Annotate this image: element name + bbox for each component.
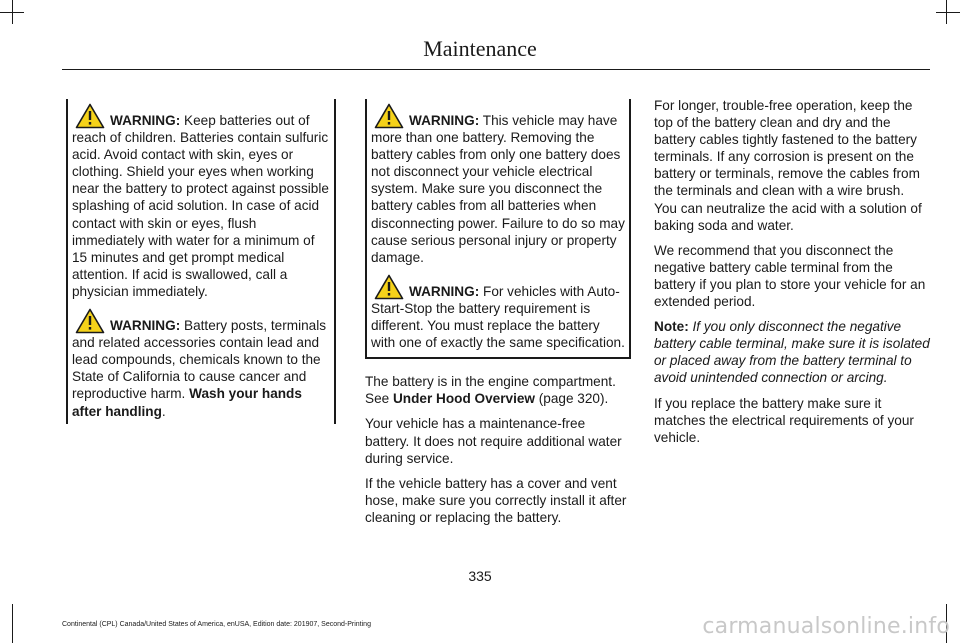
note-paragraph — [654, 318, 930, 386]
middle-column — [365, 99, 631, 534]
under-hood-overview-link[interactable]: Under Hood Overview — [392, 391, 535, 407]
warning-box-1 — [66, 99, 336, 424]
crop-mark-top-right — [936, 12, 960, 13]
note-text: If you only disconnect the negative battery cable terminal, make sure it is isolated or placed away from the battery terminal to avoid unintended connection or arcing. — [654, 319, 930, 386]
right-paragraph-3: If you replace the battery make sure it matches the electrical requirements of your vehicle. — [654, 395, 914, 445]
warning-4-text: For vehicles with Auto-Start-Stop the battery requirement is different. You must replace the battery with one of exactly the same specification. — [371, 283, 625, 351]
warning-label: WARNING: — [110, 113, 181, 128]
warning-triangle-icon — [75, 308, 105, 334]
warning-box-2 — [365, 99, 631, 359]
middle-p1-page-ref: (page 320). — [538, 391, 609, 407]
page-number: 335 — [468, 568, 492, 584]
right-column — [654, 97, 930, 454]
left-column — [66, 99, 336, 424]
warning-triangle-icon — [374, 274, 404, 300]
middle-paragraph-1 — [365, 373, 631, 407]
middle-paragraph-2: Your vehicle has a maintenance-free battery. It does not require additional water during service. — [365, 416, 622, 466]
right-paragraph-2: We recommend that you disconnect the negative battery cable terminal from the battery if you plan to store your vehicle for an extended period. — [654, 242, 926, 310]
middle-paragraph-3: If the vehicle battery has a cover and vent hose, make sure you correctly install it after cleaning or replacing the battery. — [365, 475, 627, 525]
crop-mark-bottom-left-v — [12, 604, 13, 643]
watermark: carmanualsonline.info — [702, 614, 950, 639]
warning-triangle-icon — [75, 103, 105, 129]
warning-label: WARNING: — [409, 283, 480, 299]
warning-1 — [72, 103, 330, 300]
warning-4 — [371, 274, 625, 351]
middle-p1-text: The battery is in the engine compartment. See — [365, 374, 616, 407]
warning-3 — [371, 103, 625, 266]
warning-2-text: Battery posts, terminals and related accessories contain lead and lead compounds, chemicals known to the State of California to cause cancer and reproductive harm. — [72, 318, 327, 402]
warning-triangle-icon — [374, 103, 404, 129]
warning-2 — [72, 308, 330, 420]
footer-edition: Continental (CPL) Canada/United States of America, enUSA, Edition date: 201907, Second-Printing — [62, 621, 371, 628]
warning-1-text: Keep batteries out of reach of children. Batteries contain sulfuric acid. Avoid contact with skin, eyes or clothing. Shield your eyes when working near the battery to protect against possible splashing of acid solution. In case of acid contact with skin or eyes, flush immediately with water for a minimum of 15 minutes and get prompt medical attention. If acid is swallowed, call a physician immediately. — [72, 113, 329, 299]
warning-3-text: This vehicle may have more than one battery. Removing the battery cables from only one battery does not disconnect your vehicle electrical system. Make sure you disconnect the battery cables from all batteries when disconnecting power. Failure to do so may cause serious personal injury or property damage. — [371, 113, 625, 265]
page-title: Maintenance — [423, 36, 537, 61]
header-rule — [62, 69, 930, 70]
note-label: Note: — [654, 319, 689, 335]
warning-2-end: . — [161, 403, 166, 419]
warning-2-bold-text: Wash your hands after handling — [72, 386, 302, 419]
warning-label: WARNING: — [409, 113, 480, 128]
crop-mark-top-left-v — [12, 0, 13, 24]
crop-mark-top-right-v — [946, 0, 947, 24]
right-paragraph-1: For longer, trouble-free operation, keep the top of the battery clean and dry and the battery cables tightly fastened to the battery terminals. If any corrosion is present on the battery or terminals, remove the cables from the terminals and clean with a wire brush. You can neutralize the acid with a solution of baking soda and water. — [654, 98, 922, 233]
warning-label: WARNING: — [110, 318, 181, 334]
